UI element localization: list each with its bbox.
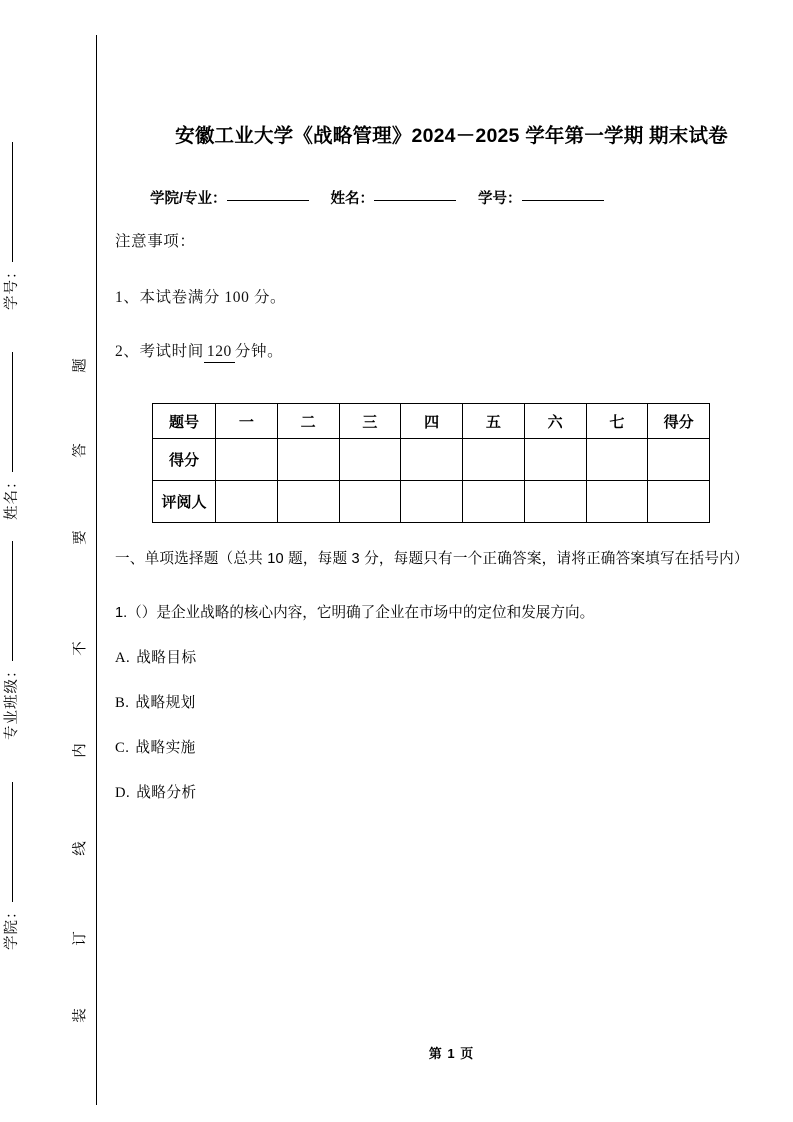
score-table-header-4: 四: [401, 404, 463, 439]
score-table-header-0: 题号: [153, 404, 216, 439]
score-cell-1-3[interactable]: [401, 481, 463, 523]
note-item-1: 1、本试卷满分 100 分。: [115, 289, 287, 306]
table-row-header: [153, 404, 710, 439]
seal-char-6: 订: [72, 931, 89, 946]
score-cell-1-5[interactable]: [524, 481, 586, 523]
score-table-header-8: 得分: [648, 404, 710, 439]
score-cell-0-4[interactable]: [463, 439, 525, 481]
note-item-2: [110, 342, 793, 363]
sidebar-field-student-id-blank[interactable]: [12, 143, 13, 263]
notes-heading: 注意事项：: [115, 233, 196, 250]
option-b-text: 战略规划: [135, 695, 196, 711]
student-id-blank[interactable]: [522, 200, 604, 201]
table-row: [153, 439, 710, 481]
student-name-blank[interactable]: [374, 200, 456, 201]
score-cell-0-3[interactable]: [401, 439, 463, 481]
exam-paper-body: [110, 0, 793, 1122]
page-title-line-1: 安徽工业大学《战略管理》2024－2025 学年第一学期: [175, 125, 644, 147]
option-d-text: 战略分析: [136, 785, 197, 801]
sidebar-field-class-label: 专业班级：: [4, 662, 20, 740]
option-a-text: 战略目标: [136, 650, 197, 666]
score-cell-0-5[interactable]: [524, 439, 586, 481]
question-1-option-b[interactable]: [110, 677, 793, 722]
score-cell-0-2[interactable]: [339, 439, 401, 481]
score-table: [152, 403, 710, 523]
score-cell-0-7[interactable]: [648, 439, 710, 481]
question-1-stem: 1.（）是企业战略的核心内容，它明确了企业在市场中的定位和发展方向。: [115, 605, 595, 621]
sidebar-field-name-label: 姓名：: [4, 473, 20, 520]
student-name-label: 姓名：: [330, 191, 375, 207]
seal-char-4: 内: [72, 743, 89, 758]
sidebar-field-name-blank[interactable]: [12, 353, 13, 473]
sidebar-label-column: [0, 0, 62, 1122]
seal-char-5: 线: [72, 841, 89, 856]
score-row-label-1: 评阅人: [153, 481, 216, 523]
score-cell-1-0[interactable]: [216, 481, 278, 523]
score-cell-1-2[interactable]: [339, 481, 401, 523]
binding-sidebar: [0, 0, 110, 1122]
option-a-letter: A.: [115, 650, 131, 666]
question-1-option-d[interactable]: [110, 767, 793, 812]
score-table-header-3: 三: [339, 404, 401, 439]
sidebar-field-college-label: 学院：: [4, 903, 20, 950]
score-table-container: [110, 397, 793, 523]
note-item-2-prefix: 2、考试时间: [115, 343, 204, 360]
page-number-footer: 第 1 页: [428, 1046, 475, 1061]
score-cell-1-6[interactable]: [586, 481, 648, 523]
seal-char-7: 装: [72, 1008, 89, 1023]
score-table-header-6: 六: [524, 404, 586, 439]
seal-char-0: 题: [72, 358, 89, 373]
score-table-header-1: 一: [216, 404, 278, 439]
score-row-label-0: 得分: [153, 439, 216, 481]
seal-line-divider: [96, 35, 97, 1105]
seal-char-2: 要: [72, 530, 89, 545]
exam-duration-value: 120: [204, 342, 235, 363]
score-table-header-7: 七: [586, 404, 648, 439]
note-item-2-suffix: 分钟。: [234, 343, 284, 360]
sidebar-field-student-id: [0, 80, 21, 310]
score-cell-0-1[interactable]: [277, 439, 339, 481]
student-info-line: [110, 154, 793, 210]
section-heading: 一、单项选择题（总共 10 题，每题 3 分，每题只有一个正确答案，请将正确答案填写在括号内）: [115, 551, 749, 567]
question-1-option-c[interactable]: [110, 722, 793, 767]
score-cell-1-7[interactable]: [648, 481, 710, 523]
seal-char-1: 答: [72, 443, 89, 458]
exam-notes: [110, 210, 793, 363]
score-table-header-2: 二: [277, 404, 339, 439]
page-title-line-2: 期末试卷: [649, 125, 728, 147]
student-id-label: 学号：: [478, 191, 522, 207]
sidebar-field-name: [0, 290, 21, 520]
table-row: [153, 481, 710, 523]
sidebar-field-class-blank[interactable]: [12, 542, 13, 662]
sidebar-field-class: [0, 510, 21, 740]
seal-char-3: 不: [72, 641, 89, 656]
sidebar-field-college-blank[interactable]: [12, 783, 13, 903]
score-cell-0-0[interactable]: [216, 439, 278, 481]
score-cell-0-6[interactable]: [586, 439, 648, 481]
page-title: [110, 0, 793, 154]
college-major-blank[interactable]: [227, 200, 309, 201]
option-c-text: 战略实施: [135, 740, 196, 756]
sidebar-field-student-id-label: 学号：: [4, 263, 20, 310]
score-cell-1-1[interactable]: [277, 481, 339, 523]
question-1-option-a[interactable]: [110, 632, 793, 677]
college-major-label: 学院/专业：: [150, 191, 227, 207]
option-c-letter: C.: [115, 740, 130, 756]
sidebar-field-college: [0, 720, 21, 950]
question-section-one: [110, 523, 793, 812]
sidebar-seal-character-column: [62, 0, 96, 1122]
score-cell-1-4[interactable]: [463, 481, 525, 523]
score-table-header-5: 五: [463, 404, 525, 439]
option-b-letter: B.: [115, 695, 130, 711]
option-d-letter: D.: [115, 785, 131, 801]
